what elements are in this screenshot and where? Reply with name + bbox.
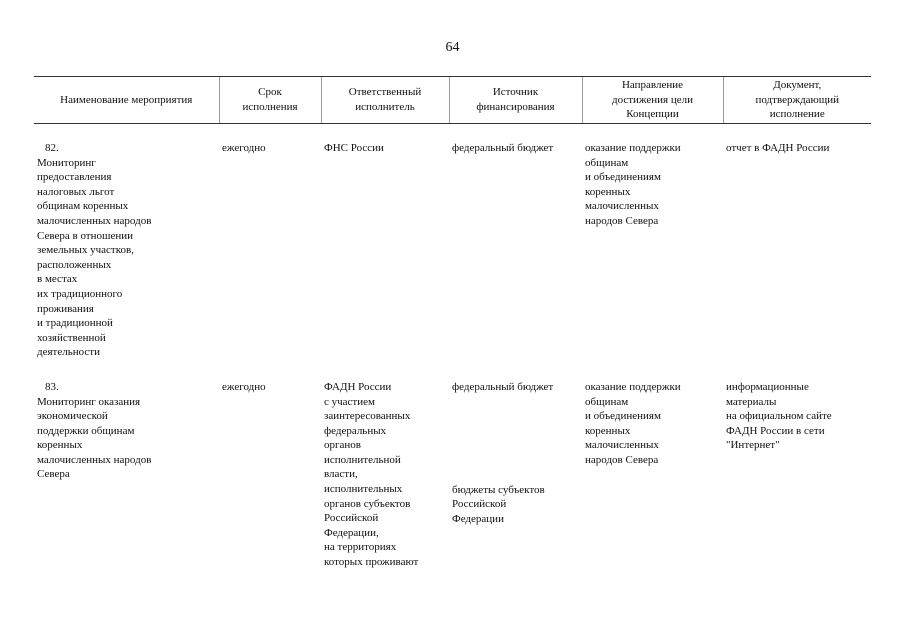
measures-table (34, 76, 871, 570)
page-number: 64 (445, 40, 460, 55)
row-direction: оказание поддержки общинам и объединениям коренных малочисленных народов Севера (585, 380, 681, 466)
header-source: Источник финансирования (449, 77, 582, 124)
row-source-federal: федеральный бюджет (452, 380, 554, 393)
row-deadline: ежегодно (222, 380, 266, 393)
row-source-federal: федеральный бюджет (452, 142, 554, 154)
table-header-row (34, 77, 871, 124)
row-document: отчет в ФАДН России (726, 142, 830, 154)
row-direction: оказание поддержки общинам и объединениям коренных малочисленных народов Севера (585, 142, 681, 227)
row-source (449, 141, 582, 360)
row-source (449, 380, 582, 570)
row-deadline: ежегодно (222, 142, 266, 154)
row-name-cell (34, 380, 219, 570)
row-source-regional: бюджеты субъектов Российской Федерации (452, 483, 545, 525)
row-name: Мониторинг оказания экономической поддержки общинам коренных малочисленных народов Севера (37, 395, 152, 481)
header-deadline: Срок исполнения (219, 77, 321, 124)
row-number: 82. (45, 142, 59, 154)
row-name-cell (34, 141, 219, 360)
header-name: Наименование мероприятия (34, 77, 219, 124)
table-row (34, 141, 871, 360)
header-direction: Направление достижения цели Концепции (582, 77, 723, 124)
header-document: Документ, подтверждающий исполнение (723, 77, 871, 124)
row-document: информационные материалы на официальном сайте ФАДН России в сети "Интернет" (726, 380, 832, 452)
header-responsible: Ответственный исполнитель (321, 77, 449, 124)
row-name: Мониторинг предоставления налоговых льгот общинам коренных малочисленных народов Севера в отношении земельных участков, расположенных в местах их традиционного проживания и традиционной хозяйственной деятельности (37, 156, 152, 359)
row-responsible: ФНС России (324, 142, 384, 154)
row-number: 83. (45, 380, 59, 393)
table-row (34, 380, 871, 570)
row-responsible: ФАДН России с участием заинтересованных федеральных органов исполнительной власти, исполнительных органов субъектов Российской Федерации, на территориях которых проживают (324, 380, 419, 569)
